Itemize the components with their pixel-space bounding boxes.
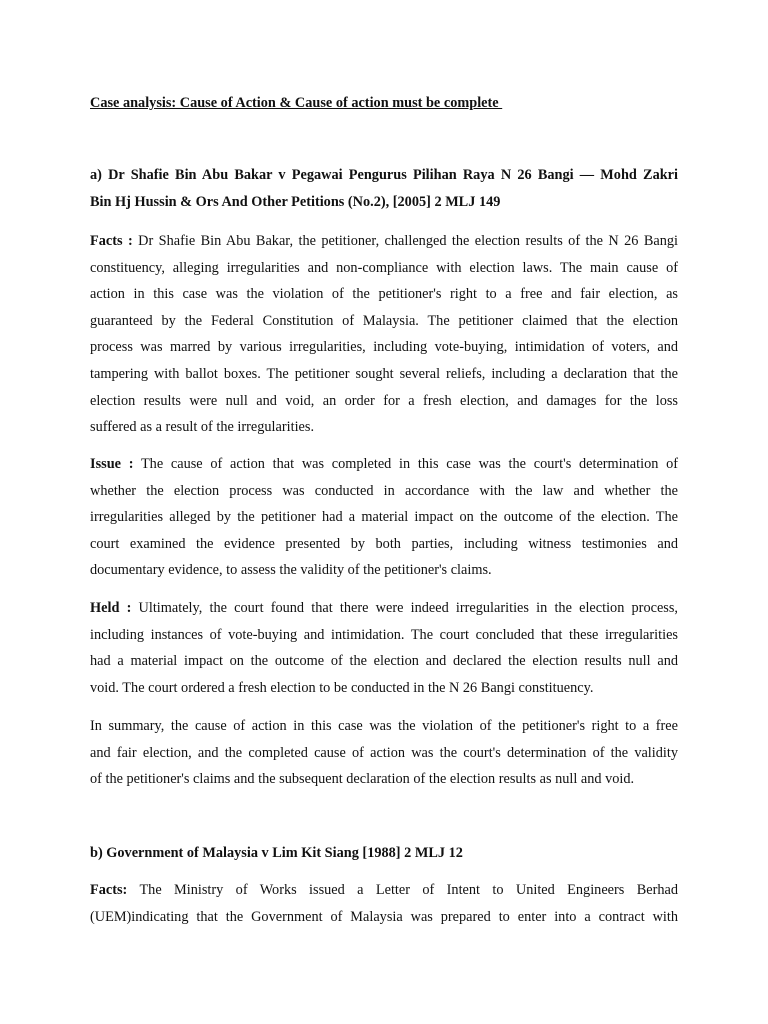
case-a-issue-line-2: whether the election process was conducted in accordance with the law and whether the <box>90 482 678 499</box>
case-a-held-paragraph <box>90 595 678 701</box>
facts-label: Facts : <box>90 233 133 249</box>
case-a-facts-line-1: Facts : Dr Shafie Bin Abu Bakar, the petitioner, challenged the election results of the N 26 Bangi <box>90 233 678 249</box>
case-b-facts-line-1: Facts: The Ministry of Works issued a Letter of Intent to United Engineers Berhad <box>90 882 678 898</box>
facts-label-b: Facts: <box>90 882 128 898</box>
case-a-issue-line-4: court examined the evidence presented by both parties, including witness testimonies and <box>90 535 678 552</box>
case-a-summary-line-1: In summary, the cause of action in this case was the violation of the petitioner's right to a free <box>90 718 678 734</box>
issue-label: Issue : <box>90 456 134 472</box>
case-a-issue-paragraph <box>90 451 678 584</box>
case-a-heading-line-2: Bin Hj Hussin & Ors And Other Petitions (No.2), [2005] 2 MLJ 149 <box>90 194 501 210</box>
case-a-summary-line-2: and fair election, and the completed cause of action was the court's determination of the validity <box>90 744 678 761</box>
case-a-issue-line-5: documentary evidence, to assess the validity of the petitioner's claims. <box>90 562 492 579</box>
case-b-heading-text: b) Government of Malaysia v Lim Kit Siang [1988] 2 MLJ 12 <box>90 845 463 861</box>
case-a-facts-line-3: action in this case was the violation of the petitioner's right to a free and fair election, as <box>90 286 678 303</box>
case-a-facts-line-8: suffered as a result of the irregularities. <box>90 419 315 436</box>
case-a-held-line-3: had a material impact on the outcome of the election and declared the election results null and <box>90 653 678 670</box>
case-a-held-line-2: including instances of vote-buying and intimidation. The court concluded that these irregularities <box>90 626 678 643</box>
case-a-summary-paragraph <box>90 713 678 793</box>
case-a-issue-line-1: Issue : The cause of action that was completed in this case was the court's determination of <box>90 456 679 472</box>
case-a-held-line-4: void. The court ordered a fresh election to be conducted in the N 26 Bangi constituency. <box>90 679 594 696</box>
document-title: Case analysis: Cause of Action & Cause of action must be complete <box>90 95 503 111</box>
case-b-facts-line-2: (UEM)indicating that the Government of Malaysia was prepared to enter into a contract with <box>90 908 678 925</box>
case-a-heading-line-1: a) Dr Shafie Bin Abu Bakar v Pegawai Pengurus Pilihan Raya N 26 Bangi — Mohd Zakri <box>90 167 678 183</box>
case-a-facts-line-7: election results were null and void, an order for a fresh election, and damages for the loss <box>90 392 678 409</box>
held-label: Held : <box>90 600 132 616</box>
case-a-issue-line-3: irregularities alleged by the petitioner had a material impact on the outcome of the election. The <box>90 509 678 526</box>
case-a-facts-line-2: constituency, alleging irregularities and non-compliance with election laws. The main cause of <box>90 259 678 276</box>
case-a-summary-line-3: of the petitioner's claims and the subsequent declaration of the election results as null and void. <box>90 771 635 788</box>
case-a-facts-line-6: tampering with ballot boxes. The petitioner sought several reliefs, including a declaration that the <box>90 365 678 382</box>
case-a-facts-paragraph <box>90 228 678 441</box>
case-b-heading <box>90 840 678 867</box>
case-b-facts-paragraph <box>90 877 678 930</box>
case-a-facts-line-4: guaranteed by the Federal Constitution of Malaysia. The petitioner claimed that the election <box>90 312 678 329</box>
case-a-facts-line-5: process was marred by various irregularities, including vote-buying, intimidation of voters, and <box>90 339 678 356</box>
case-a-heading <box>90 162 678 216</box>
case-a-held-line-1: Held : Ultimately, the court found that there were indeed irregularities in the election process, <box>90 600 678 616</box>
